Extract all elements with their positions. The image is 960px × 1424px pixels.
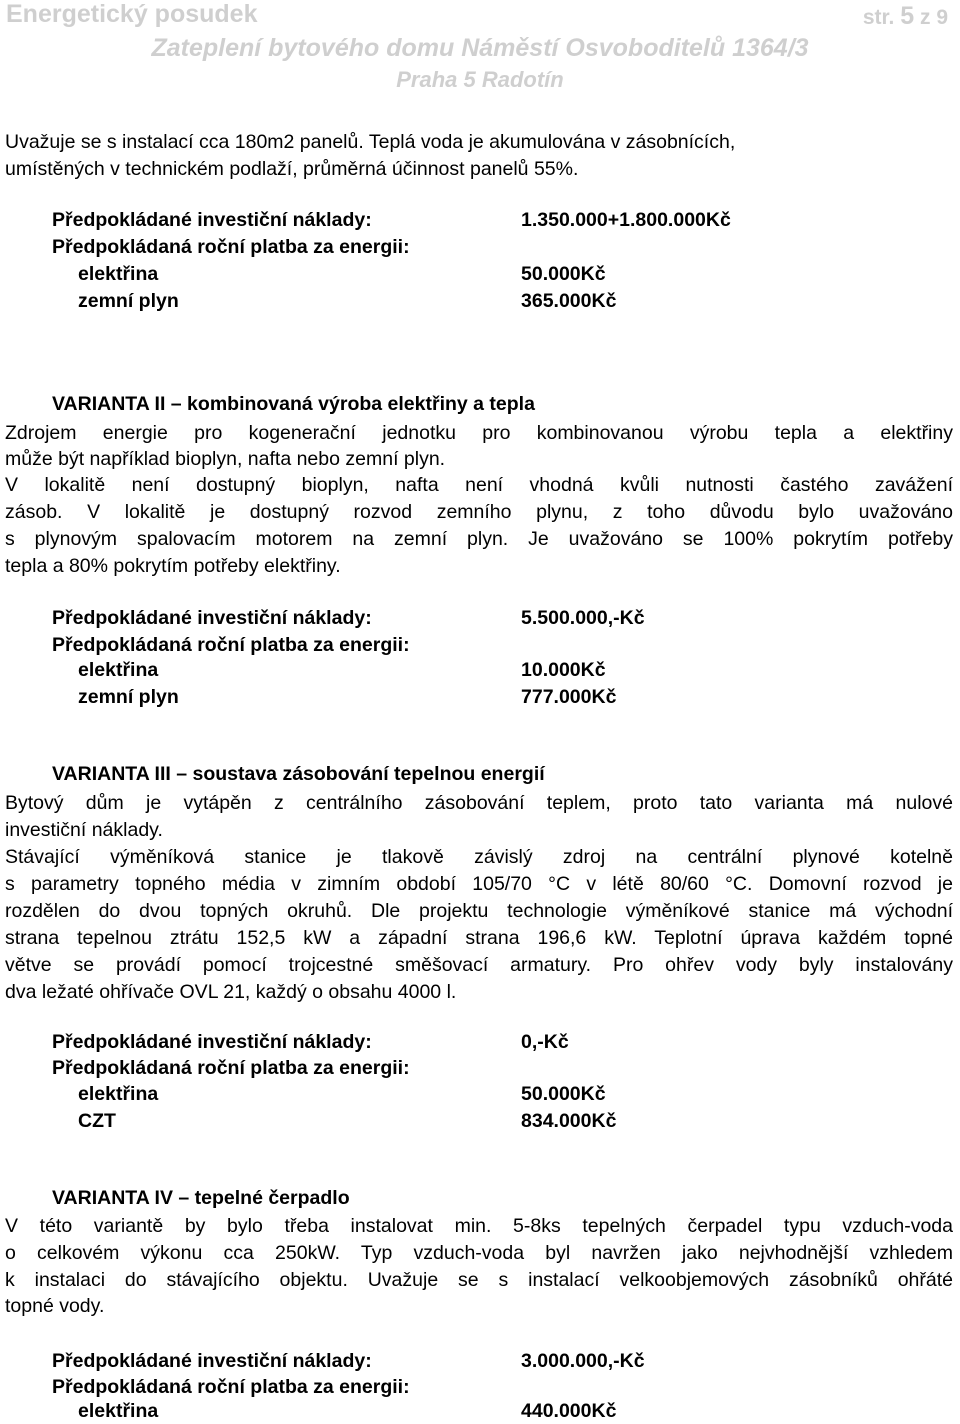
variant-4-line: V této variantě by bylo třeba instalovat min. 5-8ks tepelných čerpadel typu vzduch-voda	[5, 1215, 953, 1237]
investment-value: 0,-Kč	[521, 1031, 569, 1053]
project-location: Praha 5 Radotín	[396, 67, 564, 92]
gas-label: zemní plyn	[78, 290, 179, 312]
page-indicator	[863, 2, 948, 31]
document-title: Energetický posudek	[6, 0, 258, 28]
variant-2-line: s plynovým spalovacím motorem na zemní plyn. Je uvažováno se 100% pokrytím potřeby	[5, 528, 953, 550]
electricity-value: 440.000Kč	[521, 1400, 617, 1422]
page-total: z 9	[919, 6, 948, 29]
gas-label: zemní plyn	[78, 686, 179, 708]
variant-2-line: tepla a 80% pokrytím potřeby elektřiny.	[5, 555, 341, 577]
investment-label: Předpokládané investiční náklady:	[52, 209, 372, 231]
project-title: Zateplení bytového domu Náměstí Osvoboditelů 1364/3	[151, 34, 809, 62]
electricity-label: elektřina	[78, 659, 159, 681]
intro-line-2: umístěných v technickém podlaží, průměrná účinnost panelů 55%.	[5, 158, 579, 180]
investment-value: 1.350.000+1.800.000Kč	[521, 209, 731, 231]
variant-3-line: strana tepelnou ztrátu 152,5 kW a západní strana 196,6 kW. Teplotní úprava každém topné	[5, 927, 953, 949]
page-header	[0, 0, 960, 100]
investment-value: 5.500.000,-Kč	[521, 607, 645, 629]
czt-value: 834.000Kč	[521, 1110, 617, 1132]
variant-2-heading: VARIANTA II – kombinovaná výroba elektřiny a tepla	[52, 393, 535, 415]
investment-label: Předpokládané investiční náklady:	[52, 1031, 372, 1053]
investment-label: Předpokládané investiční náklady:	[52, 1350, 372, 1372]
variant-3-line: rozdělen do dvou topných okruhů. Dle projektu technologie výměníkové stanice má východní	[5, 900, 953, 922]
variant-4-line: o celkovém výkonu cca 250kW. Typ vzduch-voda byl navržen jako nejvhodnější vzhledem	[5, 1242, 953, 1264]
investment-value: 3.000.000,-Kč	[521, 1350, 645, 1372]
variant-2-line: V lokalitě není dostupný bioplyn, nafta není vhodná kvůli nutnosti častého zavážení	[5, 474, 953, 496]
electricity-label: elektřina	[78, 263, 159, 285]
variant-3-line: investiční náklady.	[5, 819, 163, 841]
variant-3-heading: VARIANTA III – soustava zásobování tepelnou energií	[52, 763, 545, 785]
annual-cost-label: Předpokládaná roční platba za energii:	[52, 1376, 410, 1398]
variant-3-line: s parametry topného média v zimním období 105/70 °C v létě 80/60 °C. Domovní rozvod je	[5, 873, 953, 895]
electricity-value: 10.000Kč	[521, 659, 606, 681]
variant-4-line: k instalaci do stávajícího objektu. Uvažuje se s instalací velkoobjemových zásobníků ohřáté	[5, 1269, 953, 1291]
variant-3-line: dva ležaté ohřívače OVL 21, každý o obsahu 4000 l.	[5, 981, 457, 1003]
electricity-value: 50.000Kč	[521, 1083, 606, 1105]
annual-cost-label: Předpokládaná roční platba za energii:	[52, 634, 410, 656]
page-number: 5	[900, 2, 915, 30]
czt-label: CZT	[78, 1110, 116, 1132]
gas-value: 365.000Kč	[521, 290, 617, 312]
variant-4-heading: VARIANTA IV – tepelné čerpadlo	[52, 1187, 350, 1209]
variant-2-line: zásob. V lokalitě je dostupný rozvod zemního plynu, z toho důvodu bylo uvažováno	[5, 501, 953, 523]
variant-3-line: větve se provádí pomocí trojcestné směšovací armatury. Pro ohřev vody byly instalovány	[5, 954, 953, 976]
variant-2-line: může být například bioplyn, nafta nebo zemní plyn.	[5, 448, 446, 470]
electricity-label: elektřina	[78, 1083, 159, 1105]
annual-cost-label: Předpokládaná roční platba za energii:	[52, 236, 410, 258]
variant-4-line: topné vody.	[5, 1295, 105, 1317]
investment-label: Předpokládané investiční náklady:	[52, 607, 372, 629]
variant-3-line: Stávající výměníková stanice je tlakově závislý zdroj na centrální plynové kotelně	[5, 846, 953, 868]
electricity-label: elektřina	[78, 1400, 159, 1422]
electricity-value: 50.000Kč	[521, 263, 606, 285]
page-prefix: str.	[862, 6, 895, 29]
variant-2-line: Zdrojem energie pro kogenerační jednotku pro kombinovanou výrobu tepla a elektřiny	[5, 422, 953, 444]
gas-value: 777.000Kč	[521, 686, 617, 708]
annual-cost-label: Předpokládaná roční platba za energii:	[52, 1057, 410, 1079]
variant-3-line: Bytový dům je vytápěn z centrálního zásobování teplem, proto tato varianta má nulové	[5, 792, 953, 814]
intro-line-1: Uvažuje se s instalací cca 180m2 panelů. Teplá voda je akumulována v zásobnících,	[5, 131, 736, 153]
